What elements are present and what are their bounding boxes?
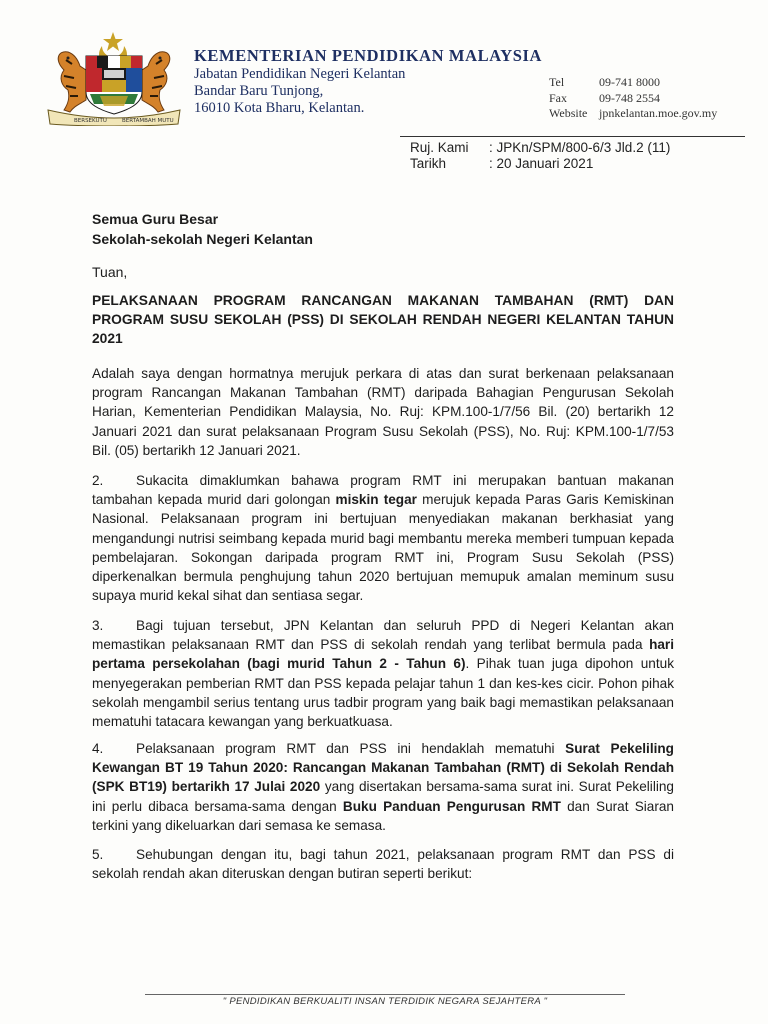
- website-value: jpnkelantan.moe.gov.my: [599, 106, 718, 120]
- paragraph-2-number: 2.: [92, 473, 104, 488]
- date-label: Tarikh: [410, 156, 447, 171]
- paragraph-2-bold-a: miskin tegar: [335, 492, 417, 508]
- salutation: Tuan,: [92, 264, 128, 280]
- paragraph-2-text-a: Sukacita dimaklumkan bahawa program RMT ini merupakan bantuan makanan tambahan kepada murid dari golongan: [92, 473, 674, 508]
- paragraph-5-text: Sehubungan dengan itu, bagi tahun 2021, pelaksanaan program RMT dan PSS di sekolah rendah akan diteruskan dengan butiran seperti berikut:: [92, 847, 674, 882]
- paragraph-5: [92, 845, 674, 883]
- paragraph-3-number: 3.: [92, 618, 104, 633]
- recipient-block: [92, 209, 674, 249]
- recipient-line-1: Semua Guru Besar: [92, 211, 219, 227]
- letterhead: [0, 0, 768, 130]
- contact-website: [549, 106, 717, 122]
- recipient-line-2: Sekolah-sekolah Negeri Kelantan: [92, 231, 313, 247]
- date-value: : 20 Januari 2021: [489, 156, 594, 171]
- paragraph-4-text-c: dan Surat Siaran terkini yang dikeluarkan dari semasa ke semasa.: [92, 798, 674, 833]
- paragraph-4-bold-b: Buku Panduan Pengurusan RMT: [342, 798, 561, 814]
- footer-motto: " PENDIDIKAN BERKUALITI INSAN TERDIDIK NEGARA SEJAHTERA ": [222, 996, 548, 1007]
- paragraph-4-text-b: yang disertakan bersama-sama surat ini. Surat Pekeliling ini perlu dibaca bersama-sama dengan: [92, 779, 674, 814]
- paragraph-3: [92, 616, 674, 731]
- paragraph-4-number: 4.: [92, 741, 104, 756]
- organization-block: [194, 46, 542, 117]
- reference-label: Ruj. Kami: [410, 140, 469, 155]
- department-name: Jabatan Pendidikan Negeri Kelantan: [194, 66, 406, 82]
- fax-value: 09-748 2554: [599, 90, 660, 105]
- paragraph-4: [92, 739, 674, 835]
- paragraph-4-text-a: Pelaksanaan program RMT dan PSS ini hendaklah mematuhi: [136, 741, 566, 756]
- footer-divider: [145, 994, 625, 995]
- tel-label: Tel: [549, 75, 565, 89]
- crest-banner-left-text: BERSEKUTU: [74, 118, 107, 124]
- ministry-name: KEMENTERIAN PENDIDIKAN MALAYSIA: [194, 46, 543, 65]
- malaysia-coat-of-arms-icon: [44, 30, 184, 126]
- website-label: Website: [549, 106, 588, 120]
- subject-heading: PELAKSANAAN PROGRAM RANCANGAN MAKANAN TAMBAHAN (RMT) DAN PROGRAM SUSU SEKOLAH (PSS) DI SEKOLAH RENDAH NEGERI KELANTAN TAHUN 2021: [92, 293, 674, 346]
- date-row: [400, 156, 670, 172]
- reference-divider: [400, 136, 745, 137]
- paragraph-2: [92, 471, 674, 605]
- contact-tel: [549, 75, 717, 91]
- crest-banner-right-text: BERTAMBAH MUTU: [122, 118, 174, 124]
- reference-block: [400, 140, 670, 172]
- tel-value: 09-741 8000: [599, 75, 660, 89]
- address-line-2: 16010 Kota Bharu, Kelantan.: [194, 100, 365, 116]
- paragraph-2-text-b: merujuk kepada Paras Garis Kemiskinan Nasional. Pelaksanaan program ini bertujuan menyediakan makanan berkhasiat yang mengandungi nutrisi seimbang kepada murid bagi membantu mereka memberi tumpuan kepada pembelajaran. Sokongan daripada program RMT ini, Program Susu Sekolah (PSS) diperkenalkan bermula penghujung tahun 2020 bertujuan memupuk amalan meminum susu supaya murid kekal sihat dan sentiasa segar.: [92, 492, 674, 604]
- reference-value: : JPKn/SPM/800-6/3 Jld.2 (11): [489, 140, 671, 155]
- address-line-1: Bandar Baru Tunjong,: [194, 83, 324, 99]
- paragraph-5-number: 5.: [92, 847, 104, 862]
- paragraph-3-bold-a: hari pertama persekolahan (bagi murid Tahun 2 - Tahun 6): [92, 637, 674, 672]
- paragraph-4-bold-a: Surat Pekeliling Kewangan BT 19 Tahun 2020: Rancangan Makanan Tambahan (RMT) di Sekolah Rendah (SPK BT19) bertarikh 17 Julai 2020: [92, 741, 674, 795]
- paragraph-1: Adalah saya dengan hormatnya merujuk perkara di atas dan surat berkenaan pelaksanaan program Rancangan Makanan Tambahan (RMT) daripada Bahagian Pengurusan Sekolah Harian, Kementerian Pendidikan Malaysia, No. Ruj: KPM.100-1/7/56 Bil. (20) bertarikh 12 Januari 2021 dan surat pelaksanaan Program Susu Sekolah (PSS), No. Ruj: KPM.100-1/7/53 Bil. (05) bertarikh 12 Januari 2021.: [92, 366, 674, 458]
- fax-label: Fax: [549, 90, 567, 105]
- paragraph-3-text-b: . Pihak tuan juga dipohon untuk menyegerakan pemberian RMT dan PSS kepada pelajar tahun 1 dan kes-kes cicir. Pohon pihak sekolah mengambil serius tentang urus tadbir program yang baik bagi memastikan pelaksanaan mematuhi tatacara kewangan yang berkuatkuasa.: [92, 656, 674, 730]
- reference-number-row: [400, 140, 670, 156]
- paragraph-3-text-a: Bagi tujuan tersebut, JPN Kelantan dan seluruh PPD di Negeri Kelantan akan memastikan pelaksanaan RMT dan PSS di sekolah rendah yang terlibat bermula pada: [92, 618, 674, 653]
- contact-block: [549, 75, 717, 122]
- contact-fax: [549, 91, 717, 107]
